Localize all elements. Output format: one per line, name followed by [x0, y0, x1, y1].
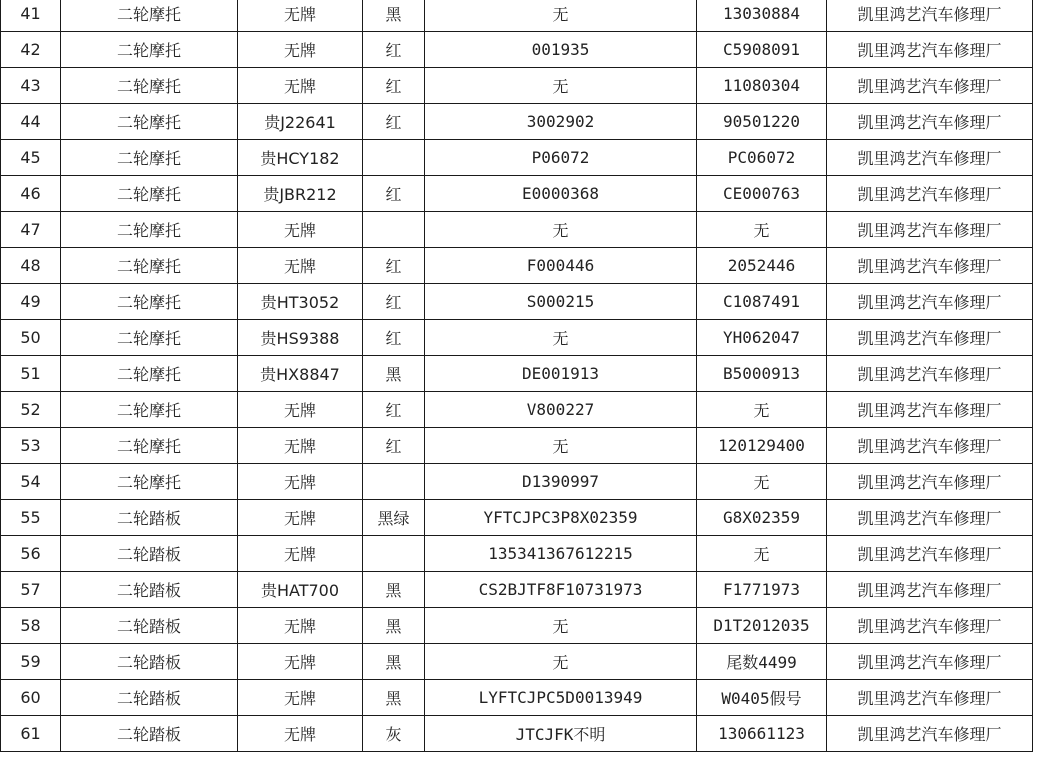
table-row — [1, 392, 1033, 428]
table-row — [1, 500, 1033, 536]
vehicle-type-cell: 二轮摩托 — [61, 392, 238, 428]
plate-number-cell: 无牌 — [238, 608, 363, 644]
vin-cell: 无 — [425, 68, 697, 104]
row-number-cell: 55 — [1, 500, 61, 536]
vehicle-type-cell: 二轮摩托 — [61, 68, 238, 104]
vehicle-type-cell: 二轮踏板 — [61, 536, 238, 572]
row-number-cell: 51 — [1, 356, 61, 392]
storage-unit-cell: 凯里鸿艺汽车修理厂 — [827, 320, 1033, 356]
plate-number-cell: 无牌 — [238, 500, 363, 536]
engine-number-cell: PC06072 — [697, 140, 827, 176]
storage-unit-cell: 凯里鸿艺汽车修理厂 — [827, 356, 1033, 392]
vin-cell: P06072 — [425, 140, 697, 176]
engine-number-cell: 无 — [697, 212, 827, 248]
plate-number-cell: 无牌 — [238, 644, 363, 680]
table-row — [1, 608, 1033, 644]
vin-cell: 无 — [425, 212, 697, 248]
color-cell: 黑 — [363, 608, 425, 644]
vin-cell: 无 — [425, 608, 697, 644]
color-cell: 黑绿 — [363, 500, 425, 536]
engine-number-cell: B5000913 — [697, 356, 827, 392]
vin-cell: 3002902 — [425, 104, 697, 140]
plate-number-cell: 无牌 — [238, 392, 363, 428]
vehicle-type-cell: 二轮踏板 — [61, 572, 238, 608]
vin-cell: CS2BJTF8F10731973 — [425, 572, 697, 608]
row-number-cell: 58 — [1, 608, 61, 644]
engine-number-cell: 无 — [697, 536, 827, 572]
table-row — [1, 248, 1033, 284]
table-row — [1, 140, 1033, 176]
engine-number-cell: C1087491 — [697, 284, 827, 320]
plate-number-cell: 无牌 — [238, 68, 363, 104]
vehicle-type-cell: 二轮摩托 — [61, 356, 238, 392]
vehicle-type-cell: 二轮摩托 — [61, 248, 238, 284]
table-body — [1, 0, 1033, 752]
plate-number-cell: 无牌 — [238, 212, 363, 248]
storage-unit-cell: 凯里鸿艺汽车修理厂 — [827, 680, 1033, 716]
row-number-cell: 53 — [1, 428, 61, 464]
table-row — [1, 716, 1033, 752]
color-cell: 红 — [363, 68, 425, 104]
engine-number-cell: 2052446 — [697, 248, 827, 284]
row-number-cell: 42 — [1, 32, 61, 68]
storage-unit-cell: 凯里鸿艺汽车修理厂 — [827, 572, 1033, 608]
vin-cell: E0000368 — [425, 176, 697, 212]
table-row — [1, 680, 1033, 716]
row-number-cell: 49 — [1, 284, 61, 320]
engine-number-cell: 90501220 — [697, 104, 827, 140]
row-number-cell: 56 — [1, 536, 61, 572]
vehicle-type-cell: 二轮摩托 — [61, 428, 238, 464]
row-number-cell: 61 — [1, 716, 61, 752]
vin-cell: D1390997 — [425, 464, 697, 500]
table-row — [1, 464, 1033, 500]
row-number-cell: 48 — [1, 248, 61, 284]
table-row — [1, 284, 1033, 320]
table-row — [1, 0, 1033, 32]
plate-number-cell: 贵JBR212 — [238, 176, 363, 212]
vin-cell: 135341367612215 — [425, 536, 697, 572]
engine-number-cell: 120129400 — [697, 428, 827, 464]
engine-number-cell: 无 — [697, 392, 827, 428]
storage-unit-cell: 凯里鸿艺汽车修理厂 — [827, 32, 1033, 68]
color-cell: 红 — [363, 284, 425, 320]
plate-number-cell: 贵HCY182 — [238, 140, 363, 176]
table-row — [1, 32, 1033, 68]
row-number-cell: 52 — [1, 392, 61, 428]
plate-number-cell: 贵J22641 — [238, 104, 363, 140]
table-row — [1, 104, 1033, 140]
storage-unit-cell: 凯里鸿艺汽车修理厂 — [827, 104, 1033, 140]
storage-unit-cell: 凯里鸿艺汽车修理厂 — [827, 608, 1033, 644]
table-row — [1, 356, 1033, 392]
engine-number-cell: 无 — [697, 464, 827, 500]
row-number-cell: 59 — [1, 644, 61, 680]
row-number-cell: 44 — [1, 104, 61, 140]
vin-cell: LYFTCJPC5D0013949 — [425, 680, 697, 716]
color-cell: 红 — [363, 248, 425, 284]
color-cell — [363, 140, 425, 176]
vehicle-type-cell: 二轮摩托 — [61, 176, 238, 212]
color-cell: 红 — [363, 176, 425, 212]
table-row — [1, 572, 1033, 608]
row-number-cell: 41 — [1, 0, 61, 32]
color-cell: 红 — [363, 104, 425, 140]
vehicle-type-cell: 二轮摩托 — [61, 284, 238, 320]
vehicle-type-cell: 二轮踏板 — [61, 608, 238, 644]
row-number-cell: 57 — [1, 572, 61, 608]
plate-number-cell: 无牌 — [238, 428, 363, 464]
storage-unit-cell: 凯里鸿艺汽车修理厂 — [827, 644, 1033, 680]
row-number-cell: 47 — [1, 212, 61, 248]
plate-number-cell: 无牌 — [238, 716, 363, 752]
vehicle-type-cell: 二轮踏板 — [61, 716, 238, 752]
plate-number-cell: 贵HS9388 — [238, 320, 363, 356]
vin-cell: S000215 — [425, 284, 697, 320]
vin-cell: 无 — [425, 644, 697, 680]
color-cell: 灰 — [363, 716, 425, 752]
table-row — [1, 428, 1033, 464]
storage-unit-cell: 凯里鸿艺汽车修理厂 — [827, 176, 1033, 212]
vehicle-type-cell: 二轮摩托 — [61, 0, 238, 32]
row-number-cell: 54 — [1, 464, 61, 500]
table-row — [1, 644, 1033, 680]
engine-number-cell: C5908091 — [697, 32, 827, 68]
vehicle-type-cell: 二轮摩托 — [61, 320, 238, 356]
storage-unit-cell: 凯里鸿艺汽车修理厂 — [827, 716, 1033, 752]
row-number-cell: 43 — [1, 68, 61, 104]
vin-cell: 无 — [425, 0, 697, 32]
vehicle-type-cell: 二轮踏板 — [61, 680, 238, 716]
plate-number-cell: 贵HT3052 — [238, 284, 363, 320]
color-cell — [363, 464, 425, 500]
color-cell: 黑 — [363, 644, 425, 680]
row-number-cell: 46 — [1, 176, 61, 212]
storage-unit-cell: 凯里鸿艺汽车修理厂 — [827, 0, 1033, 32]
color-cell: 黑 — [363, 0, 425, 32]
color-cell — [363, 212, 425, 248]
color-cell: 红 — [363, 32, 425, 68]
storage-unit-cell: 凯里鸿艺汽车修理厂 — [827, 500, 1033, 536]
plate-number-cell: 无牌 — [238, 248, 363, 284]
storage-unit-cell: 凯里鸿艺汽车修理厂 — [827, 464, 1033, 500]
engine-number-cell: 130661123 — [697, 716, 827, 752]
plate-number-cell: 无牌 — [238, 536, 363, 572]
plate-number-cell: 无牌 — [238, 32, 363, 68]
storage-unit-cell: 凯里鸿艺汽车修理厂 — [827, 284, 1033, 320]
engine-number-cell: W0405假号 — [697, 680, 827, 716]
color-cell: 红 — [363, 320, 425, 356]
storage-unit-cell: 凯里鸿艺汽车修理厂 — [827, 68, 1033, 104]
table-row — [1, 536, 1033, 572]
engine-number-cell: 11080304 — [697, 68, 827, 104]
table-row — [1, 176, 1033, 212]
plate-number-cell: 无牌 — [238, 464, 363, 500]
storage-unit-cell: 凯里鸿艺汽车修理厂 — [827, 140, 1033, 176]
vehicle-type-cell: 二轮踏板 — [61, 644, 238, 680]
vin-cell: JTCJFK不明 — [425, 716, 697, 752]
color-cell — [363, 536, 425, 572]
table-row — [1, 320, 1033, 356]
table-row — [1, 68, 1033, 104]
engine-number-cell: G8X02359 — [697, 500, 827, 536]
vin-cell: F000446 — [425, 248, 697, 284]
plate-number-cell: 无牌 — [238, 680, 363, 716]
color-cell: 红 — [363, 428, 425, 464]
vin-cell: V800227 — [425, 392, 697, 428]
engine-number-cell: CE000763 — [697, 176, 827, 212]
color-cell: 黑 — [363, 572, 425, 608]
row-number-cell: 45 — [1, 140, 61, 176]
vehicle-type-cell: 二轮摩托 — [61, 104, 238, 140]
vehicle-type-cell: 二轮摩托 — [61, 32, 238, 68]
plate-number-cell: 贵HAT700 — [238, 572, 363, 608]
engine-number-cell: 尾数4499 — [697, 644, 827, 680]
engine-number-cell: 13030884 — [697, 0, 827, 32]
vin-cell: 无 — [425, 320, 697, 356]
table-row — [1, 212, 1033, 248]
plate-number-cell: 无牌 — [238, 0, 363, 32]
vehicle-type-cell: 二轮摩托 — [61, 140, 238, 176]
storage-unit-cell: 凯里鸿艺汽车修理厂 — [827, 248, 1033, 284]
plate-number-cell: 贵HX8847 — [238, 356, 363, 392]
storage-unit-cell: 凯里鸿艺汽车修理厂 — [827, 536, 1033, 572]
vin-cell: DE001913 — [425, 356, 697, 392]
vehicle-type-cell: 二轮踏板 — [61, 500, 238, 536]
color-cell: 红 — [363, 392, 425, 428]
vin-cell: 001935 — [425, 32, 697, 68]
engine-number-cell: D1T2012035 — [697, 608, 827, 644]
color-cell: 黑 — [363, 680, 425, 716]
storage-unit-cell: 凯里鸿艺汽车修理厂 — [827, 428, 1033, 464]
vehicle-type-cell: 二轮摩托 — [61, 464, 238, 500]
vin-cell: 无 — [425, 428, 697, 464]
color-cell: 黑 — [363, 356, 425, 392]
engine-number-cell: YH062047 — [697, 320, 827, 356]
row-number-cell: 50 — [1, 320, 61, 356]
storage-unit-cell: 凯里鸿艺汽车修理厂 — [827, 392, 1033, 428]
row-number-cell: 60 — [1, 680, 61, 716]
engine-number-cell: F1771973 — [697, 572, 827, 608]
vehicle-type-cell: 二轮摩托 — [61, 212, 238, 248]
vin-cell: YFTCJPC3P8X02359 — [425, 500, 697, 536]
storage-unit-cell: 凯里鸿艺汽车修理厂 — [827, 212, 1033, 248]
